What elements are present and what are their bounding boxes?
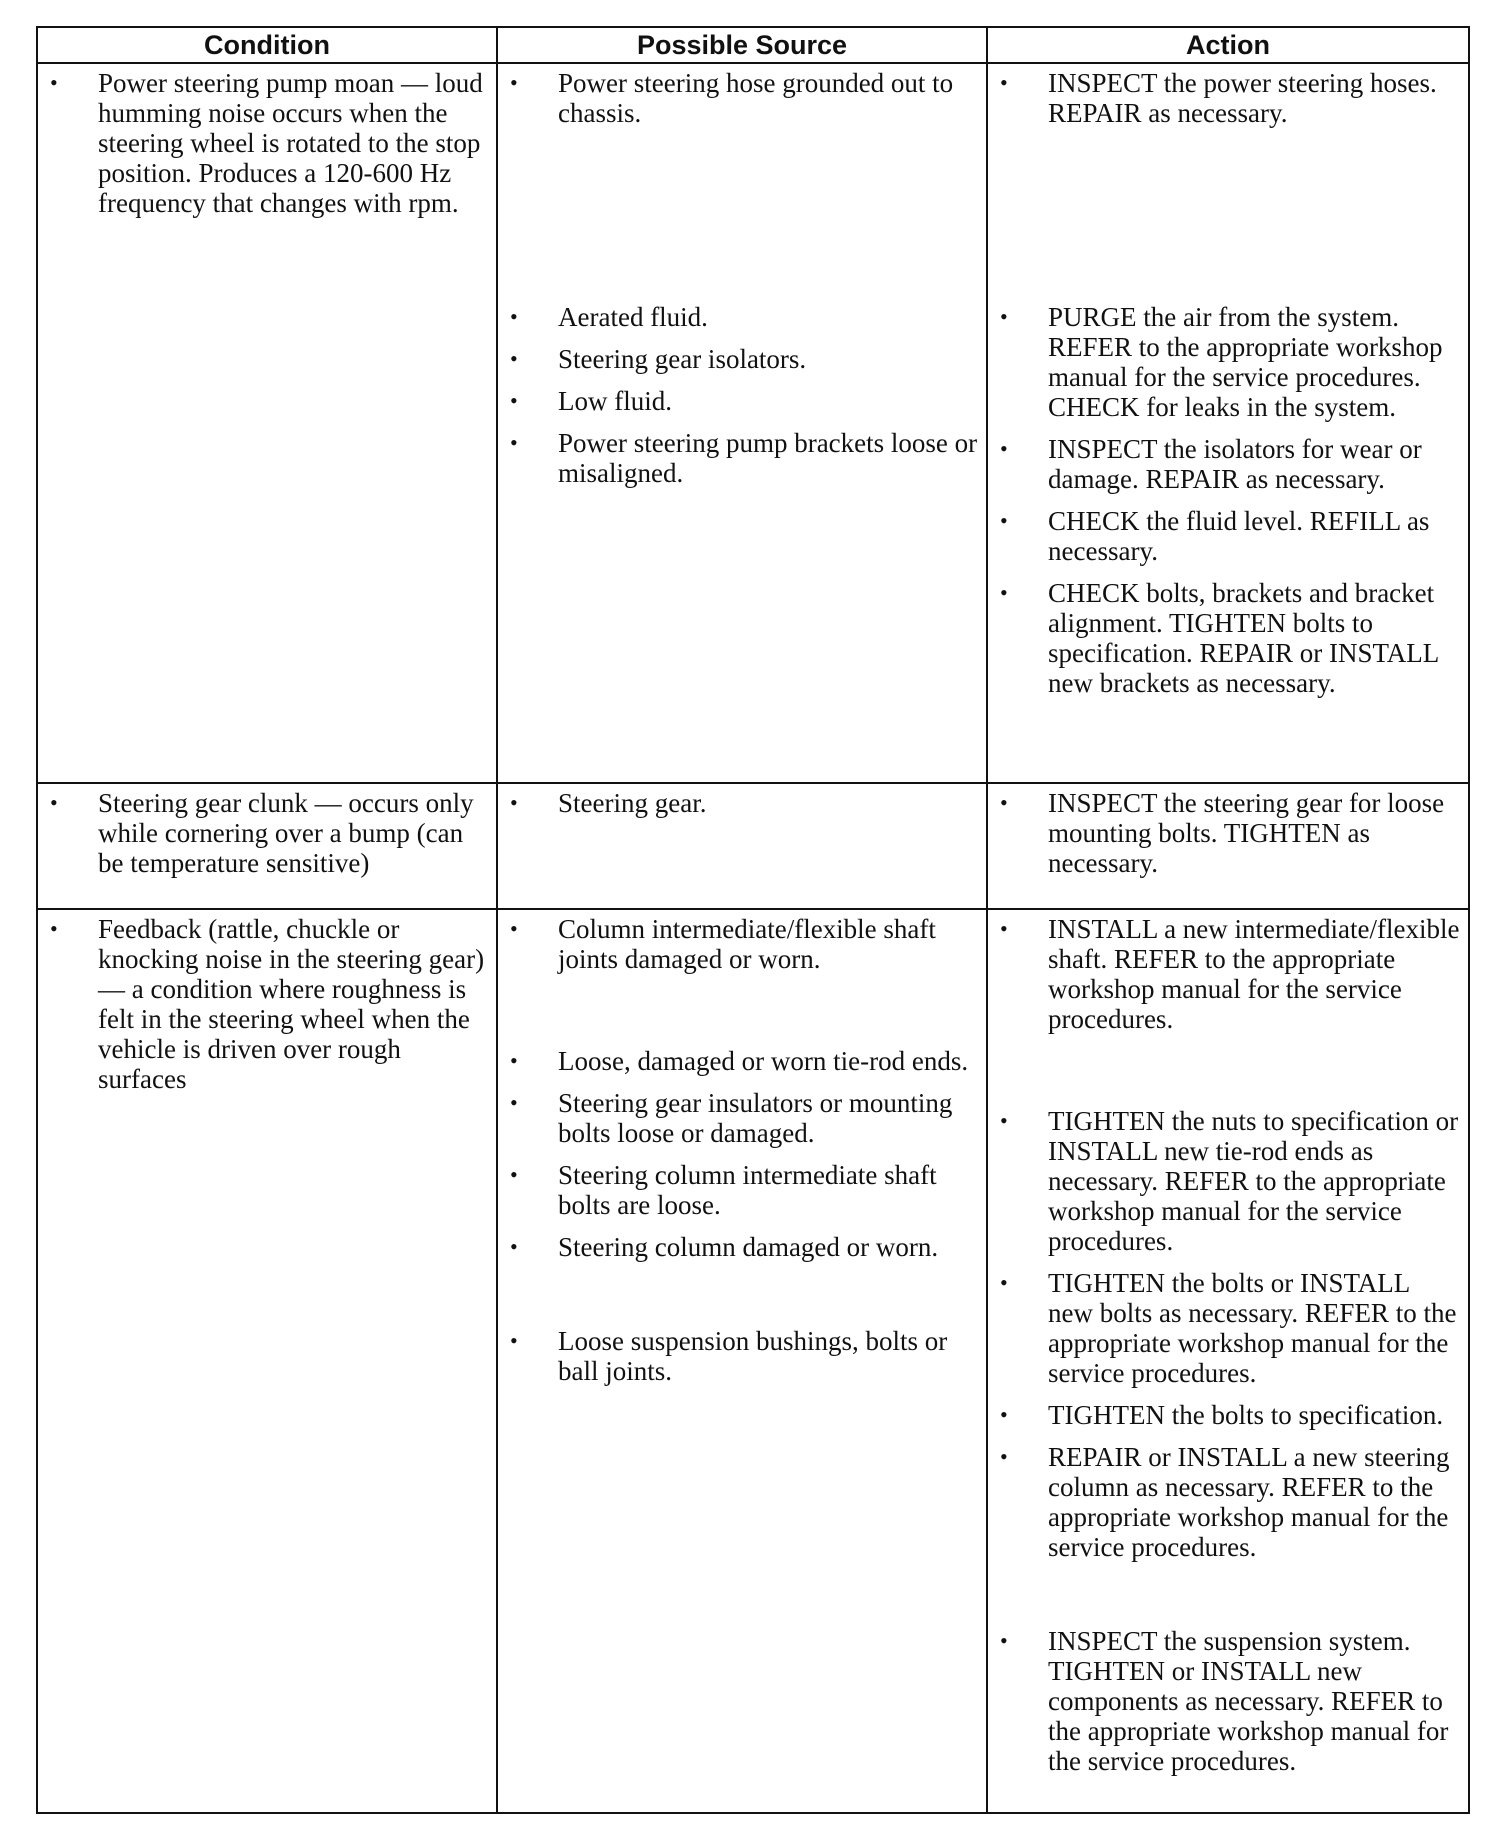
action-cell — [987, 783, 1469, 909]
action-item-text: REPAIR or INSTALL a new steering column as necessary. REFER to the appropriate workshop manual for the service procedures. — [1048, 1442, 1450, 1562]
action-item — [996, 788, 1460, 878]
diagnosis-table — [36, 26, 1470, 1814]
bullet-icon: • — [1000, 580, 1008, 605]
possible-source-cell — [497, 783, 987, 909]
action-item — [996, 434, 1460, 494]
bullet-icon: • — [510, 1328, 518, 1353]
bullet-icon: • — [1000, 1628, 1008, 1653]
table-row — [37, 909, 1469, 1813]
bullet-icon: • — [1000, 1444, 1008, 1469]
header-possible-source: Possible Source — [497, 27, 987, 63]
bullet-icon: • — [510, 1162, 518, 1187]
source-item — [506, 386, 978, 416]
source-item — [506, 1160, 978, 1220]
bullet-icon: • — [1000, 790, 1008, 815]
bullet-icon: • — [510, 304, 518, 329]
action-item-text: INSPECT the isolators for wear or damage. REPAIR as necessary. — [1048, 434, 1422, 494]
header-action: Action — [987, 27, 1469, 63]
condition-item — [46, 788, 488, 878]
header-row — [37, 27, 1469, 63]
source-item-text: Steering gear insulators or mounting bolts loose or damaged. — [558, 1088, 953, 1148]
source-item — [506, 302, 978, 332]
action-item — [996, 578, 1460, 698]
bullet-icon: • — [510, 388, 518, 413]
bullet-icon: • — [50, 70, 58, 95]
source-item — [506, 1088, 978, 1148]
source-item — [506, 428, 978, 488]
table-row — [37, 783, 1469, 909]
action-item — [996, 1106, 1460, 1256]
source-item-text: Steering column intermediate shaft bolts are loose. — [558, 1160, 937, 1220]
source-item — [506, 1232, 978, 1262]
bullet-icon: • — [510, 790, 518, 815]
action-item — [996, 68, 1460, 128]
action-item — [996, 914, 1460, 1034]
condition-cell — [37, 783, 497, 909]
bullet-icon: • — [510, 70, 518, 95]
action-item-text: CHECK bolts, brackets and bracket alignment. TIGHTEN bolts to specification. REPAIR or INSTALL new brackets as necessary. — [1048, 578, 1439, 698]
bullet-icon: • — [510, 1048, 518, 1073]
condition-item-text: Steering gear clunk — occurs only while cornering over a bump (can be temperature sensitive) — [98, 788, 474, 878]
condition-item — [46, 68, 488, 218]
action-cell — [987, 909, 1469, 1813]
bullet-icon: • — [1000, 436, 1008, 461]
action-item — [996, 1626, 1460, 1776]
action-cell — [987, 63, 1469, 783]
action-item — [996, 506, 1460, 566]
bullet-icon: • — [510, 916, 518, 941]
source-item-text: Aerated fluid. — [558, 302, 708, 332]
action-item-text: CHECK the fluid level. REFILL as necessary. — [1048, 506, 1430, 566]
table-body — [37, 63, 1469, 1813]
action-item — [996, 1268, 1460, 1388]
source-item-text: Steering gear isolators. — [558, 344, 807, 374]
bullet-icon: • — [510, 430, 518, 455]
action-item-text: INSTALL a new intermediate/flexible shaft. REFER to the appropriate workshop manual for the service procedures. — [1048, 914, 1460, 1034]
action-item-text: TIGHTEN the bolts or INSTALL new bolts as necessary. REFER to the appropriate workshop manual for the service procedures. — [1048, 1268, 1457, 1388]
action-item — [996, 1400, 1460, 1430]
condition-item — [46, 914, 488, 1094]
bullet-icon: • — [1000, 1270, 1008, 1295]
source-item-text: Power steering pump brackets loose or misaligned. — [558, 428, 978, 488]
diagnosis-page — [36, 26, 1468, 1814]
condition-item-text: Feedback (rattle, chuckle or knocking noise in the steering gear) — a condition where roughness is felt in the steering wheel when the vehicle is driven over rough surfaces — [98, 914, 485, 1094]
bullet-icon: • — [510, 1234, 518, 1259]
action-item-text: PURGE the air from the system. REFER to the appropriate workshop manual for the service procedures. CHECK for leaks in the system. — [1048, 302, 1443, 422]
header-condition: Condition — [37, 27, 497, 63]
action-item-text: TIGHTEN the nuts to specification or INSTALL new tie-rod ends as necessary. REFER to the appropriate workshop manual for the service procedures. — [1048, 1106, 1459, 1256]
bullet-icon: • — [510, 346, 518, 371]
source-item-text: Power steering hose grounded out to chassis. — [558, 68, 954, 128]
source-item — [506, 68, 978, 128]
action-item — [996, 302, 1460, 422]
condition-item-text: Power steering pump moan — loud humming noise occurs when the steering wheel is rotated to the stop position. Produces a 120-600 Hz frequency that changes with rpm. — [98, 68, 483, 218]
action-item-text: INSPECT the steering gear for loose mounting bolts. TIGHTEN as necessary. — [1048, 788, 1445, 878]
bullet-icon: • — [1000, 1108, 1008, 1133]
action-item-text: TIGHTEN the bolts to specification. — [1048, 1400, 1444, 1430]
source-item-text: Column intermediate/flexible shaft joints damaged or worn. — [558, 914, 936, 974]
table-row — [37, 63, 1469, 783]
source-item-text: Loose suspension bushings, bolts or ball joints. — [558, 1326, 948, 1386]
possible-source-cell — [497, 63, 987, 783]
action-item-text: INSPECT the suspension system. TIGHTEN or INSTALL new components as necessary. REFER to the appropriate workshop manual for the service procedures. — [1048, 1626, 1449, 1776]
possible-source-cell — [497, 909, 987, 1813]
bullet-icon: • — [1000, 304, 1008, 329]
bullet-icon: • — [510, 1090, 518, 1115]
bullet-icon: • — [1000, 70, 1008, 95]
source-item — [506, 788, 978, 818]
bullet-icon: • — [50, 916, 58, 941]
source-item — [506, 914, 978, 974]
action-item-text: INSPECT the power steering hoses. REPAIR as necessary. — [1048, 68, 1437, 128]
source-item — [506, 344, 978, 374]
source-item — [506, 1046, 978, 1076]
bullet-icon: • — [1000, 1402, 1008, 1427]
source-item — [506, 1326, 978, 1386]
condition-cell — [37, 63, 497, 783]
bullet-icon: • — [50, 790, 58, 815]
bullet-icon: • — [1000, 508, 1008, 533]
action-item — [996, 1442, 1460, 1562]
condition-cell — [37, 909, 497, 1813]
source-item-text: Low fluid. — [558, 386, 672, 416]
source-item-text: Loose, damaged or worn tie-rod ends. — [558, 1046, 969, 1076]
source-item-text: Steering gear. — [558, 788, 707, 818]
bullet-icon: • — [1000, 916, 1008, 941]
source-item-text: Steering column damaged or worn. — [558, 1232, 939, 1262]
